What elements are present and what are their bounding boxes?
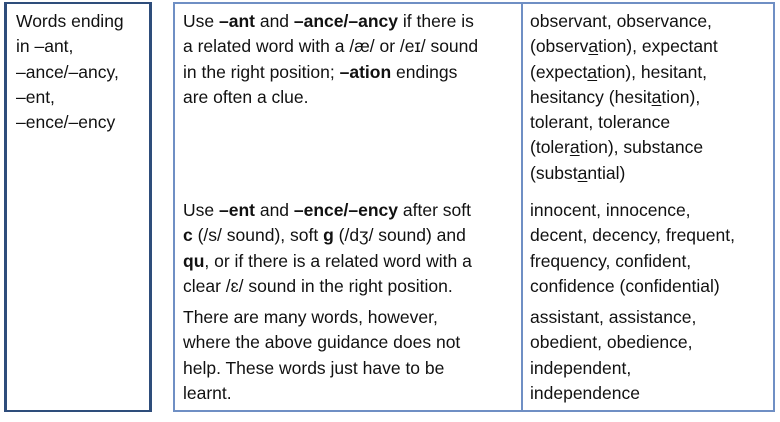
category-line: –ance/–ancy, bbox=[16, 61, 119, 82]
example-line: confidence (confidential) bbox=[530, 275, 720, 296]
example-line: (expectation), hesitant, bbox=[530, 61, 708, 82]
rule-cell-ant-ance bbox=[183, 9, 517, 110]
rule-line: where the above guidance does not bbox=[183, 332, 461, 353]
rule-line: are often a clue. bbox=[183, 86, 309, 107]
example-line: assistant, assistance, bbox=[530, 307, 697, 327]
spelling-rules-table bbox=[173, 2, 775, 412]
example-line: (observation), expectant bbox=[530, 36, 718, 57]
category-cell bbox=[4, 2, 152, 412]
rule-line: in the right position; –ation endings bbox=[183, 61, 458, 82]
rule-line: Use –ent and –ence/–ency after soft bbox=[183, 200, 471, 220]
column-divider bbox=[521, 4, 523, 410]
rule-cell-exceptions bbox=[183, 305, 517, 406]
rule-line: qu, or if there is a related word with a bbox=[183, 250, 472, 271]
rule-line: help. These words just have to be bbox=[183, 357, 445, 378]
example-line: (toleration), substance bbox=[530, 137, 704, 158]
example-line: observant, observance, bbox=[530, 11, 712, 31]
example-line: (substantial) bbox=[530, 162, 626, 183]
example-line: decent, decency, frequent, bbox=[530, 225, 735, 246]
example-line: hesitancy (hesitation), bbox=[530, 86, 701, 107]
rule-cell-ent-ence bbox=[183, 198, 517, 299]
example-line: innocent, innocence, bbox=[530, 200, 691, 220]
example-line: frequency, confident, bbox=[530, 250, 692, 271]
example-line: independent, bbox=[530, 357, 632, 378]
category-line: –ent, bbox=[16, 86, 55, 107]
examples-cell-ant-ance bbox=[530, 9, 770, 186]
rule-line: a related word with a /æ/ or /eɪ/ sound bbox=[183, 36, 479, 57]
example-line: obedient, obedience, bbox=[530, 332, 693, 353]
example-line: tolerant, tolerance bbox=[530, 112, 671, 133]
examples-cell-exceptions bbox=[530, 305, 770, 406]
category-line: in –ant, bbox=[16, 36, 74, 57]
rule-line: Use –ant and –ance/–ancy if there is bbox=[183, 11, 474, 31]
examples-cell-ent-ence bbox=[530, 198, 770, 299]
category-line: –ence/–ency bbox=[16, 112, 116, 133]
category-line: Words ending bbox=[16, 11, 124, 31]
rule-line: c (/s/ sound), soft g (/dʒ/ sound) and bbox=[183, 225, 466, 246]
example-line: independence bbox=[530, 382, 640, 403]
rule-line: clear /ɛ/ sound in the right position. bbox=[183, 275, 453, 296]
rule-line: There are many words, however, bbox=[183, 307, 438, 327]
rule-line: learnt. bbox=[183, 382, 232, 403]
